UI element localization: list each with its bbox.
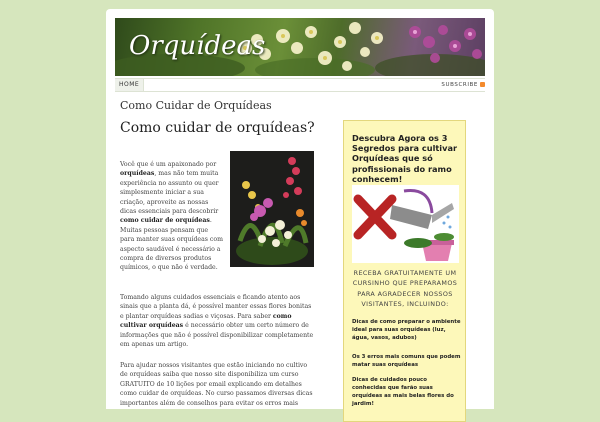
optin-sidebar-box [343,120,466,422]
orchid-photo [230,151,314,267]
subscribe-label: SUBSCRIBE [441,82,478,88]
rss-icon [480,82,485,87]
nav-bar [115,78,485,92]
orchid-arrangement-image [230,151,314,267]
sidebar-benefit-item: Dicas de como preparar o ambiente ideal para suas orquídeas (luz, água, vasos, adubos) [352,319,461,341]
site-title[interactable]: Orquídeas [129,31,266,61]
text: . Muitas pessoas pensam que para manter suas orquídeas com aspecto saudável é necessário a compra de diversos produtos químicos, o que não é verdade. [120,217,223,272]
bold-text: como cuidar de orquídeas [120,217,210,225]
page-container [106,9,494,409]
watering-mistake-icon [352,185,459,263]
sidebar-illustration [352,185,459,263]
nav-home-link[interactable]: HOME [115,79,144,91]
paragraph-intro [120,160,224,273]
bold-text: orquídeas [120,170,155,178]
sidebar-offer-text: RECEBA GRATUITAMENTE UM CURSINHO QUE PREPARAMOS PARA AGRADECER NOSSOS VISITANTES, INCLUINDO: [352,269,458,309]
sidebar-headline: Descubra Agora os 3 Segredos para cultivar Orquídeas que só profissionais do ramo conhecem! [352,133,458,184]
sidebar-benefit-item: Os 3 erros mais comuns que podem matar suas orquídeas [352,354,461,368]
text: Você que é um apaixonado por [120,161,217,168]
sidebar-benefit-item: Dicas de cuidados pouco conhecidas que farão suas orquídeas as mais belas flores do jardim! [352,377,454,407]
page-title: Como Cuidar de Orquídeas [120,99,272,112]
header-banner[interactable] [115,18,485,76]
post-title[interactable]: Como cuidar de orquídeas? [120,120,315,136]
subscribe-link[interactable] [441,79,485,91]
text: Tomando alguns cuidados essenciais e ficando atento aos sinais que a planta dá, é possível manter essas flores bonitas e plantar orquídeas sadias e viçosas. Para saber [120,294,312,320]
text: , mas não tem muita experiência no assunto ou quer simplesmente iniciar a sua criação, aproveite as nossas dicas essenciais para descobrir [120,170,219,216]
paragraph-course: Para ajudar nossos visitantes que estão iniciando no cultivo de orquídeas saiba que nosso site disponibiliza um curso GRATUITO de 10 lições por email explicando em detalhes como cuidar de orquídeas. No curso passamos diversas dicas importantes além de conselhos para evitar os erros mais [120,362,313,407]
text: é necessário obter um certo número de informações que não é possível disponibilizar completamente em apenas um artigo. [120,322,314,349]
bold-text: como cultivar orquídeas [120,312,292,330]
paragraph-care [120,293,316,349]
